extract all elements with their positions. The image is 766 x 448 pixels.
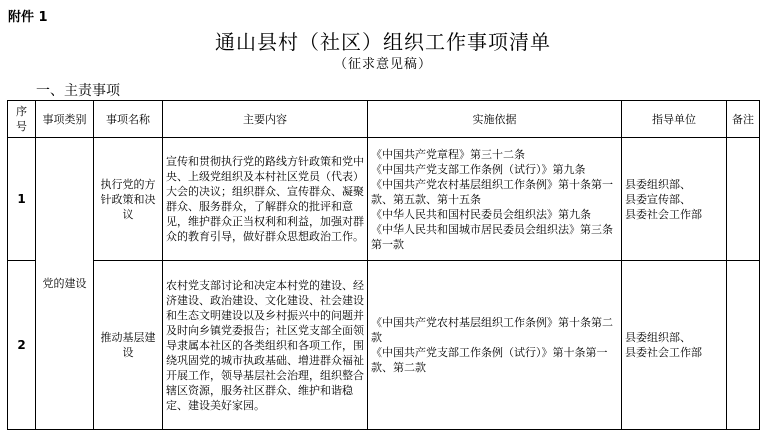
- guide-unit-line: 县委社会工作部: [625, 207, 702, 221]
- table-row: [8, 261, 760, 430]
- note-cell: [727, 138, 760, 261]
- task-table: [7, 100, 760, 430]
- col-header-item-name: 事项名称: [94, 101, 163, 138]
- col-header-category: 事项类别: [36, 101, 94, 138]
- content-cell: 宣传和贯彻执行党的路线方针政策和党中央、上级党组织及本村社区党员（代表）大会的决议；组织群众、宣传群众、凝聚群众、服务群众，了解群众的批评和意见，维护群众正当权利和利益，加强对群众的教育引导，做好群众思想政治工作。: [163, 138, 368, 261]
- col-header-note: 备注: [727, 101, 760, 138]
- basis-cell: [368, 261, 622, 430]
- content-cell: 农村党支部讨论和决定本村党的建设、经济建设、政治建设、文化建设、社会建设和生态文明建设以及乡村振兴中的问题并及时向乡镇党委报告；社区党支部全面领导隶属本社区的各类组织和各项工作，围绕巩固党的城市执政基础、增进群众福祉开展工作，领导基层社会治理，组织整合辖区资源，服务社区群众、维护和谐稳定、建设美好家园。: [163, 261, 368, 430]
- basis-line: 《中国共产党支部工作条例（试行）》第九条: [371, 162, 586, 176]
- item-name: 执行党的方针政策和决议: [94, 138, 163, 261]
- row-number: 2: [8, 261, 36, 430]
- item-name: 推动基层建设: [94, 261, 163, 430]
- col-header-basis: 实施依据: [368, 101, 622, 138]
- basis-line: 《中国共产党章程》第三十二条: [371, 147, 525, 161]
- table-header-row: [8, 101, 760, 138]
- col-header-content: 主要内容: [163, 101, 368, 138]
- basis-line: 《中国共产党农村基层组织工作条例》第十条第一款、第五款、第十五条: [371, 177, 613, 206]
- document-subtitle: （征求意见稿）: [333, 57, 432, 72]
- col-header-number: 序号: [8, 101, 36, 138]
- document-title: 通山县村（社区）组织工作事项清单: [215, 30, 551, 54]
- basis-line: 《中国共产党农村基层组织工作条例》第十条第二款: [371, 316, 613, 344]
- guide-unit-cell: [622, 138, 727, 261]
- guide-unit-line: 县委组织部、: [625, 331, 691, 344]
- section-heading: 一、主责事项: [36, 83, 120, 99]
- guide-unit-line: 县委宣传部、: [625, 192, 691, 206]
- row-number: 1: [8, 138, 36, 261]
- basis-cell: [368, 138, 622, 261]
- note-cell: [727, 261, 760, 430]
- attachment-label: 附件 1: [8, 10, 48, 25]
- category-cell: 党的建设: [36, 138, 94, 430]
- guide-unit-line: 县委社会工作部: [625, 346, 702, 359]
- basis-line: 《中华人民共和国村民委员会组织法》第九条: [371, 207, 591, 221]
- guide-unit-cell: [622, 261, 727, 430]
- guide-unit-line: 县委组织部、: [625, 177, 691, 191]
- basis-line: 《中华人民共和国城市居民委员会组织法》第三条第一款: [371, 222, 613, 251]
- col-header-guide-unit: 指导单位: [622, 101, 727, 138]
- table-row: [8, 138, 760, 261]
- basis-line: 《中国共产党支部工作条例（试行）》第十条第一款、第二款: [371, 346, 608, 374]
